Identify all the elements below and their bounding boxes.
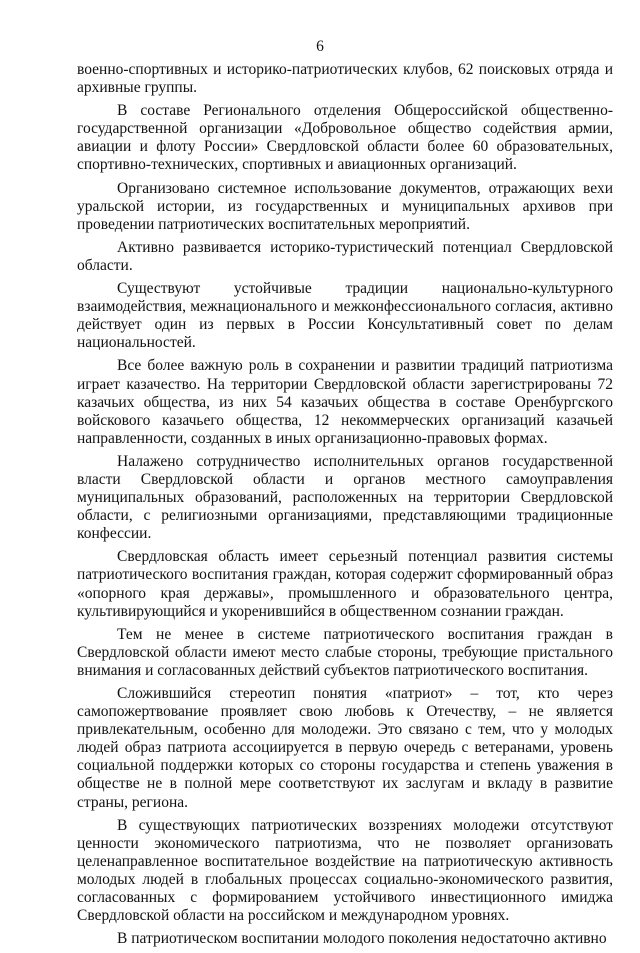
paragraph-national-traditions: Существуют устойчивые традиции национально-культурного взаимодействия, межнационального и межконфессионального согласия, активно действует один из первых в России Консультативный совет по делам национальностей. bbox=[77, 280, 613, 352]
document-body bbox=[77, 61, 613, 953]
paragraph-archives: Организовано системное использование документов, отражающих вехи уральской истории, из государственных и муниципальных архивов при проведении патриотических воспитательных мероприятий. bbox=[77, 179, 613, 233]
paragraph-weaknesses: Тем не менее в системе патриотического воспитания граждан в Свердловской области имеют место слабые стороны, требующие пристального внимания и согласованных действий субъектов патриотического воспитания. bbox=[77, 625, 613, 679]
paragraph-patriot-stereotype: Сложившийся стереотип понятия «патриот» – тот, кто через самопожертвование проявляет свою любовь к Отечеству, – не является привлекательным, особенно для молодежи. Это связано с тем, что у молодых людей образ патриота ассоциируется в первую очередь с ветеранами, уровень социальной поддержки которых со стороны государства и степень уважения в обществе не в полной мере соответствуют их заслугам и вкладу в развитие страны, региона. bbox=[77, 685, 613, 811]
paragraph-dosaaf: В составе Регионального отделения Общероссийской общественно-государственной организации «Добровольное общество содействия армии, авиации и флоту России» Свердловской области более 60 образовательных, спортивно-технических, спортивных и авиационных организаций. bbox=[77, 102, 613, 174]
paragraph-cossacks: Все более важную роль в сохранении и развитии традиций патриотизма играет казачество. На территории Свердловской области зарегистрированы 72 казачьих общества, из них 54 казачьих общества в составе Оренбургского войскового казачьего общества, 12 некоммерческих организаций казачьей направленности, созданных в иных организационно-правовых формах. bbox=[77, 357, 613, 447]
paragraph-continuation: военно-спортивных и историко-патриотических клубов, 62 поисковых отряда и архивные группы. bbox=[77, 61, 613, 97]
paragraph-potential: Свердловская область имеет серьезный потенциал развития системы патриотического воспитания граждан, которая содержит сформированный образ «опорного края державы», промышленного и образовательного центра, культивирующийся и укоренившийся в общественном сознании граждан. bbox=[77, 548, 613, 620]
paragraph-youth-education: В патриотическом воспитании молодого поколения недостаточно активно bbox=[117, 930, 607, 948]
paragraph-economic-patriotism: В существующих патриотических воззрениях молодежи отсутствуют ценности экономического патриотизма, что не позволяет организовать целенаправленное воспитательное воздействие на патриотическую активность молодых людей в глобальных процессах социально-экономического развития, согласованных с формированием устойчивого инвестиционного имиджа Свердловской области на российском и международном уровнях. bbox=[77, 816, 613, 925]
page-number: 6 bbox=[316, 38, 324, 55]
paragraph-tourism: Активно развивается историко-туристический потенциал Свердловской области. bbox=[77, 238, 613, 274]
paragraph-religious-cooperation: Налажено сотрудничество исполнительных органов государственной власти Свердловской области и органов местного самоуправления муниципальных образований, расположенных на территории Свердловской области, с религиозными организациями, представляющими традиционные конфессии. bbox=[77, 452, 613, 543]
